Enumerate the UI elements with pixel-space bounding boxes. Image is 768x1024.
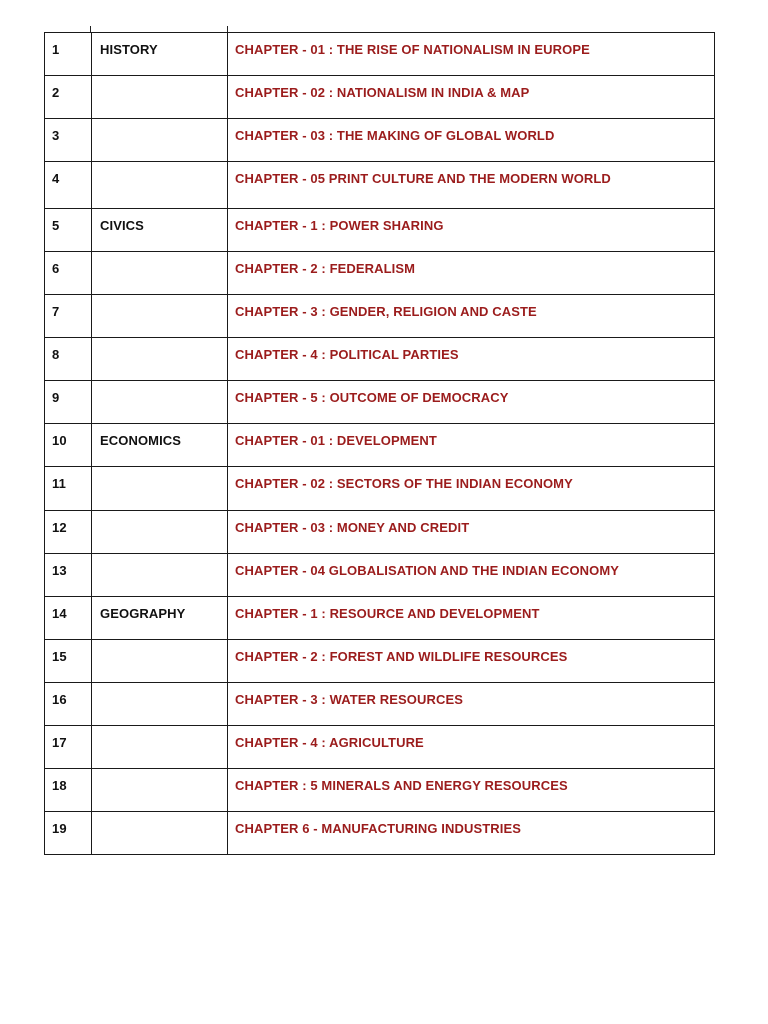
row-number: 17 bbox=[45, 726, 92, 769]
subject-cell bbox=[92, 381, 228, 424]
row-number: 8 bbox=[45, 338, 92, 381]
row-number: 2 bbox=[45, 76, 92, 119]
subject-cell: HISTORY bbox=[92, 33, 228, 76]
subject-cell bbox=[92, 554, 228, 597]
row-number: 1 bbox=[45, 33, 92, 76]
table-row bbox=[45, 812, 715, 855]
table-row bbox=[45, 683, 715, 726]
table-row bbox=[45, 769, 715, 812]
syllabus-table bbox=[44, 32, 715, 855]
chapter-cell: CHAPTER - 3 : GENDER, RELIGION AND CASTE bbox=[228, 295, 715, 338]
row-number: 15 bbox=[45, 640, 92, 683]
table-row bbox=[45, 119, 715, 162]
row-number: 7 bbox=[45, 295, 92, 338]
subject-cell bbox=[92, 726, 228, 769]
table-row bbox=[45, 424, 715, 467]
row-number: 11 bbox=[45, 467, 92, 511]
chapter-cell: CHAPTER - 2 : FOREST AND WILDLIFE RESOURCES bbox=[228, 640, 715, 683]
table-row bbox=[45, 597, 715, 640]
row-number: 3 bbox=[45, 119, 92, 162]
row-number: 16 bbox=[45, 683, 92, 726]
subject-cell bbox=[92, 76, 228, 119]
table-row bbox=[45, 33, 715, 76]
table-row bbox=[45, 338, 715, 381]
table-row bbox=[45, 511, 715, 554]
chapter-cell: CHAPTER - 02 : SECTORS OF THE INDIAN ECONOMY bbox=[228, 467, 715, 511]
chapter-cell: CHAPTER - 01 : DEVELOPMENT bbox=[228, 424, 715, 467]
chapter-cell: CHAPTER - 01 : THE RISE OF NATIONALISM IN EUROPE bbox=[228, 33, 715, 76]
syllabus-table-body bbox=[45, 33, 715, 855]
subject-cell: GEOGRAPHY bbox=[92, 597, 228, 640]
chapter-cell: CHAPTER - 2 : FEDERALISM bbox=[228, 252, 715, 295]
row-number: 6 bbox=[45, 252, 92, 295]
row-number: 18 bbox=[45, 769, 92, 812]
subject-cell bbox=[92, 119, 228, 162]
subject-cell bbox=[92, 162, 228, 209]
chapter-cell: CHAPTER : 5 MINERALS AND ENERGY RESOURCES bbox=[228, 769, 715, 812]
table-row bbox=[45, 162, 715, 209]
table-row bbox=[45, 381, 715, 424]
subject-cell bbox=[92, 769, 228, 812]
row-number: 5 bbox=[45, 209, 92, 252]
chapter-cell: CHAPTER 6 - MANUFACTURING INDUSTRIES bbox=[228, 812, 715, 855]
table-row bbox=[45, 209, 715, 252]
subject-cell bbox=[92, 511, 228, 554]
column-divider-stub bbox=[90, 26, 91, 32]
subject-cell: ECONOMICS bbox=[92, 424, 228, 467]
column-divider-stub bbox=[227, 26, 228, 32]
row-number: 4 bbox=[45, 162, 92, 209]
chapter-cell: CHAPTER - 4 : AGRICULTURE bbox=[228, 726, 715, 769]
subject-cell bbox=[92, 338, 228, 381]
chapter-cell: CHAPTER - 04 GLOBALISATION AND THE INDIAN ECONOMY bbox=[228, 554, 715, 597]
chapter-cell: CHAPTER - 5 : OUTCOME OF DEMOCRACY bbox=[228, 381, 715, 424]
row-number: 12 bbox=[45, 511, 92, 554]
row-number: 19 bbox=[45, 812, 92, 855]
chapter-cell: CHAPTER - 05 PRINT CULTURE AND THE MODERN WORLD bbox=[228, 162, 715, 209]
table-row bbox=[45, 467, 715, 511]
chapter-cell: CHAPTER - 3 : WATER RESOURCES bbox=[228, 683, 715, 726]
subject-cell bbox=[92, 295, 228, 338]
chapter-cell: CHAPTER - 1 : POWER SHARING bbox=[228, 209, 715, 252]
row-number: 10 bbox=[45, 424, 92, 467]
subject-cell bbox=[92, 683, 228, 726]
subject-cell: CIVICS bbox=[92, 209, 228, 252]
subject-cell bbox=[92, 812, 228, 855]
row-number: 9 bbox=[45, 381, 92, 424]
chapter-cell: CHAPTER - 4 : POLITICAL PARTIES bbox=[228, 338, 715, 381]
table-row bbox=[45, 554, 715, 597]
table-row bbox=[45, 640, 715, 683]
table-row bbox=[45, 726, 715, 769]
syllabus-table-wrap bbox=[44, 0, 714, 855]
subject-cell bbox=[92, 640, 228, 683]
chapter-cell: CHAPTER - 1 : RESOURCE AND DEVELOPMENT bbox=[228, 597, 715, 640]
chapter-cell: CHAPTER - 03 : THE MAKING OF GLOBAL WORLD bbox=[228, 119, 715, 162]
subject-cell bbox=[92, 252, 228, 295]
table-row bbox=[45, 76, 715, 119]
row-number: 14 bbox=[45, 597, 92, 640]
table-row bbox=[45, 252, 715, 295]
chapter-cell: CHAPTER - 02 : NATIONALISM IN INDIA & MAP bbox=[228, 76, 715, 119]
table-top-stubs bbox=[44, 0, 714, 32]
row-number: 13 bbox=[45, 554, 92, 597]
chapter-cell: CHAPTER - 03 : MONEY AND CREDIT bbox=[228, 511, 715, 554]
subject-cell bbox=[92, 467, 228, 511]
table-row bbox=[45, 295, 715, 338]
